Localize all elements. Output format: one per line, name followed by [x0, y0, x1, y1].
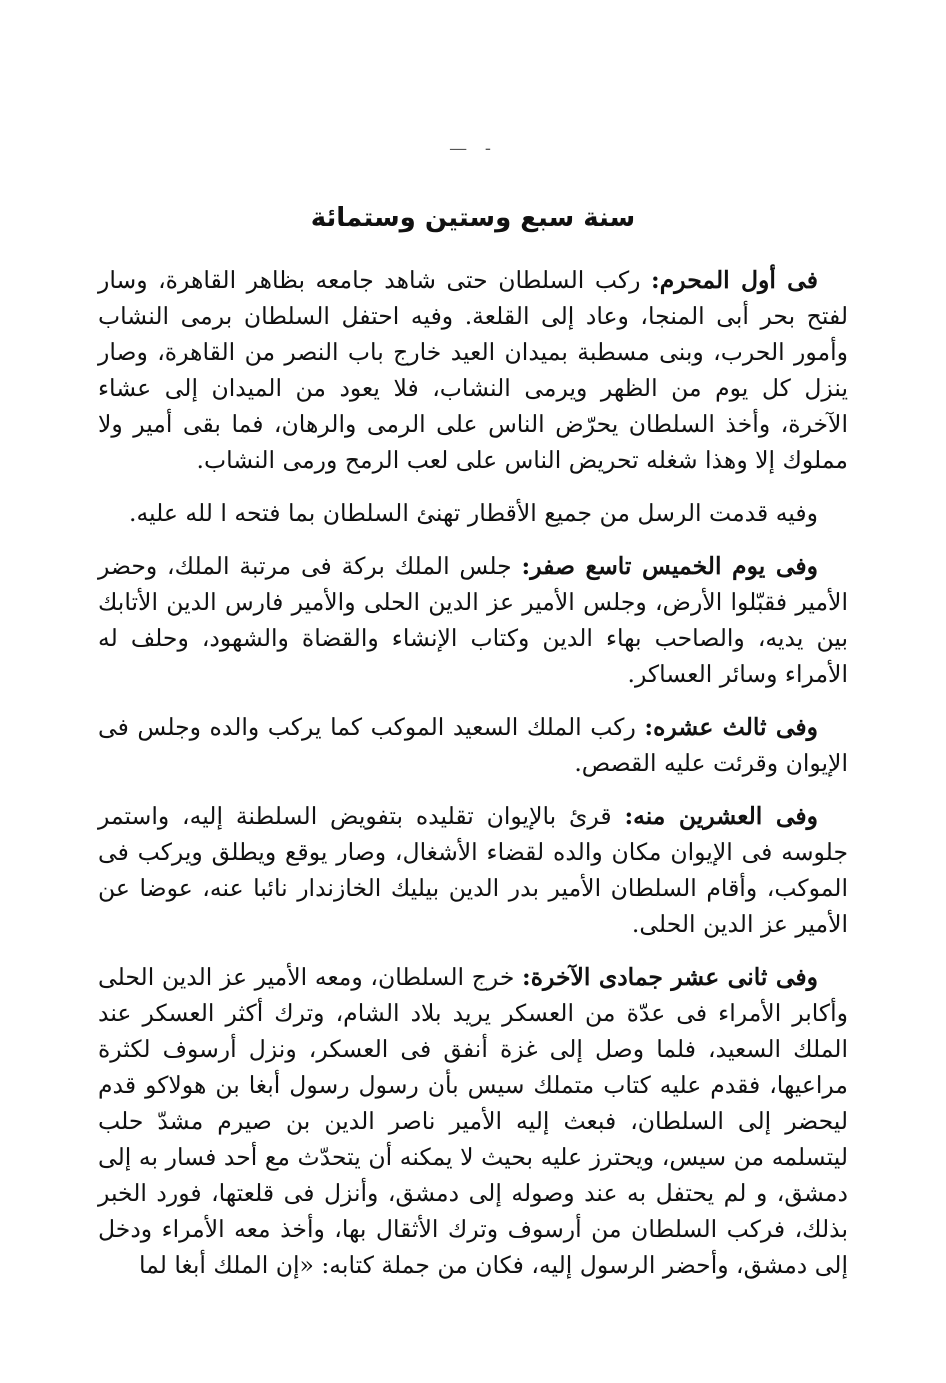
- paragraph-twentieth: [98, 798, 848, 942]
- chapter-title: سنة سبع وستين وستمائة: [310, 203, 636, 233]
- top-mark: - —: [449, 138, 497, 159]
- paragraph-thirteenth: [98, 709, 848, 781]
- paragraph-text: ركب الملك السعيد الموكب كما يركب والده وجلس فى الإيوان وقرئت عليه القصص.: [98, 713, 848, 777]
- paragraph-text: وفيه قدمت الرسل من جميع الأقطار تهنئ السلطان بما فتحه ا لله عليه.: [128, 499, 818, 527]
- paragraph-heading: وفى يوم الخميس تاسع صفر:: [521, 552, 818, 580]
- paragraph-jumada: [98, 959, 848, 1283]
- paragraph-safar: [98, 548, 848, 692]
- paragraph-heading: فى أول المحرم:: [651, 266, 818, 294]
- paragraph-muharram: [98, 262, 848, 478]
- paragraph-heading: وفى ثالث عشره:: [644, 713, 818, 741]
- paragraph-heading: وفى العشرين منه:: [624, 802, 819, 830]
- paragraph-text: قرئ بالإيوان تقليده بتفويض السلطنة إليه، واستمر جلوسه فى الإيوان مكان والده لقضاء الأشغال، وصار يوقع ويطلق ويركب فى الموكب، وأقام السلطان الأمير بدر الدين بيليك الخازندار نائبا عنه، عوضا عن الأمير عز الدين الحلى.: [98, 802, 848, 938]
- page-body: [98, 262, 848, 1300]
- paragraph-text: جلس الملك بركة فى مرتبة الملك، وحضر الأمير فقبّلوا الأرض، وجلس الأمير عز الدين الحلى والأمير فارس الدين الأتابك بين يديه، والصاحب بهاء الدين وكتاب الإنشاء والقضاة والشهود، وحلف له الأمراء وسائر العساكر.: [98, 552, 848, 688]
- paragraph-envoys: [98, 495, 848, 531]
- paragraph-text: ركب السلطان حتى شاهد جامعه بظاهر القاهرة، وسار لفتح بحر أبى المنجا، وعاد إلى القلعة. وفيه احتفل السلطان برمى النشاب وأمور الحرب، وبنى مسطبة بميدان العيد خارج باب النصر من القاهرة، وصار ينزل كل يوم من الظهر ويرمى النشاب، فلا يعود من الميدان إلى عشاء الآخرة، وأخذ السلطان يحرّض الناس على الرمى والرهان، فما بقى أمير ولا مملوك إلا وهذا شغله تحريض الناس على لعب الرمح ورمى النشاب.: [98, 266, 848, 474]
- paragraph-text: خرج السلطان، ومعه الأمير عز الدين الحلى وأكابر الأمراء فى عدّة من العسكر يريد بلاد الشام، وترك أكثر العسكر عند الملك السعيد، فلما وصل إلى غزة أنفق فى العسكر، ونزل أرسوف لكثرة مراعيها، فقدم عليه كتاب متملك سيس بأن رسول رسول أبغا بن هولاكو قدم ليحضر إلى السلطان، فبعث إليه الأمير ناصر الدين بن صيرم مشدّ حلب ليتسلمه من سيس، ويحترز عليه بحيث لا يمكنه أن يتحدّث مع أحد فسار به إلى دمشق، و لم يحتفل به عند وصوله إلى دمشق، وأنزل فى قلعتها، فورد الخبر بذلك، فركب السلطان من أرسوف وترك الأثقال بها، وأخذ معه الأمراء ودخل إلى دمشق، وأحضر الرسول إليه، فكان من جملة كتابه: «إن الملك أبغا لما: [98, 963, 848, 1279]
- paragraph-heading: وفى ثانى عشر جمادى الآخرة:: [522, 963, 818, 991]
